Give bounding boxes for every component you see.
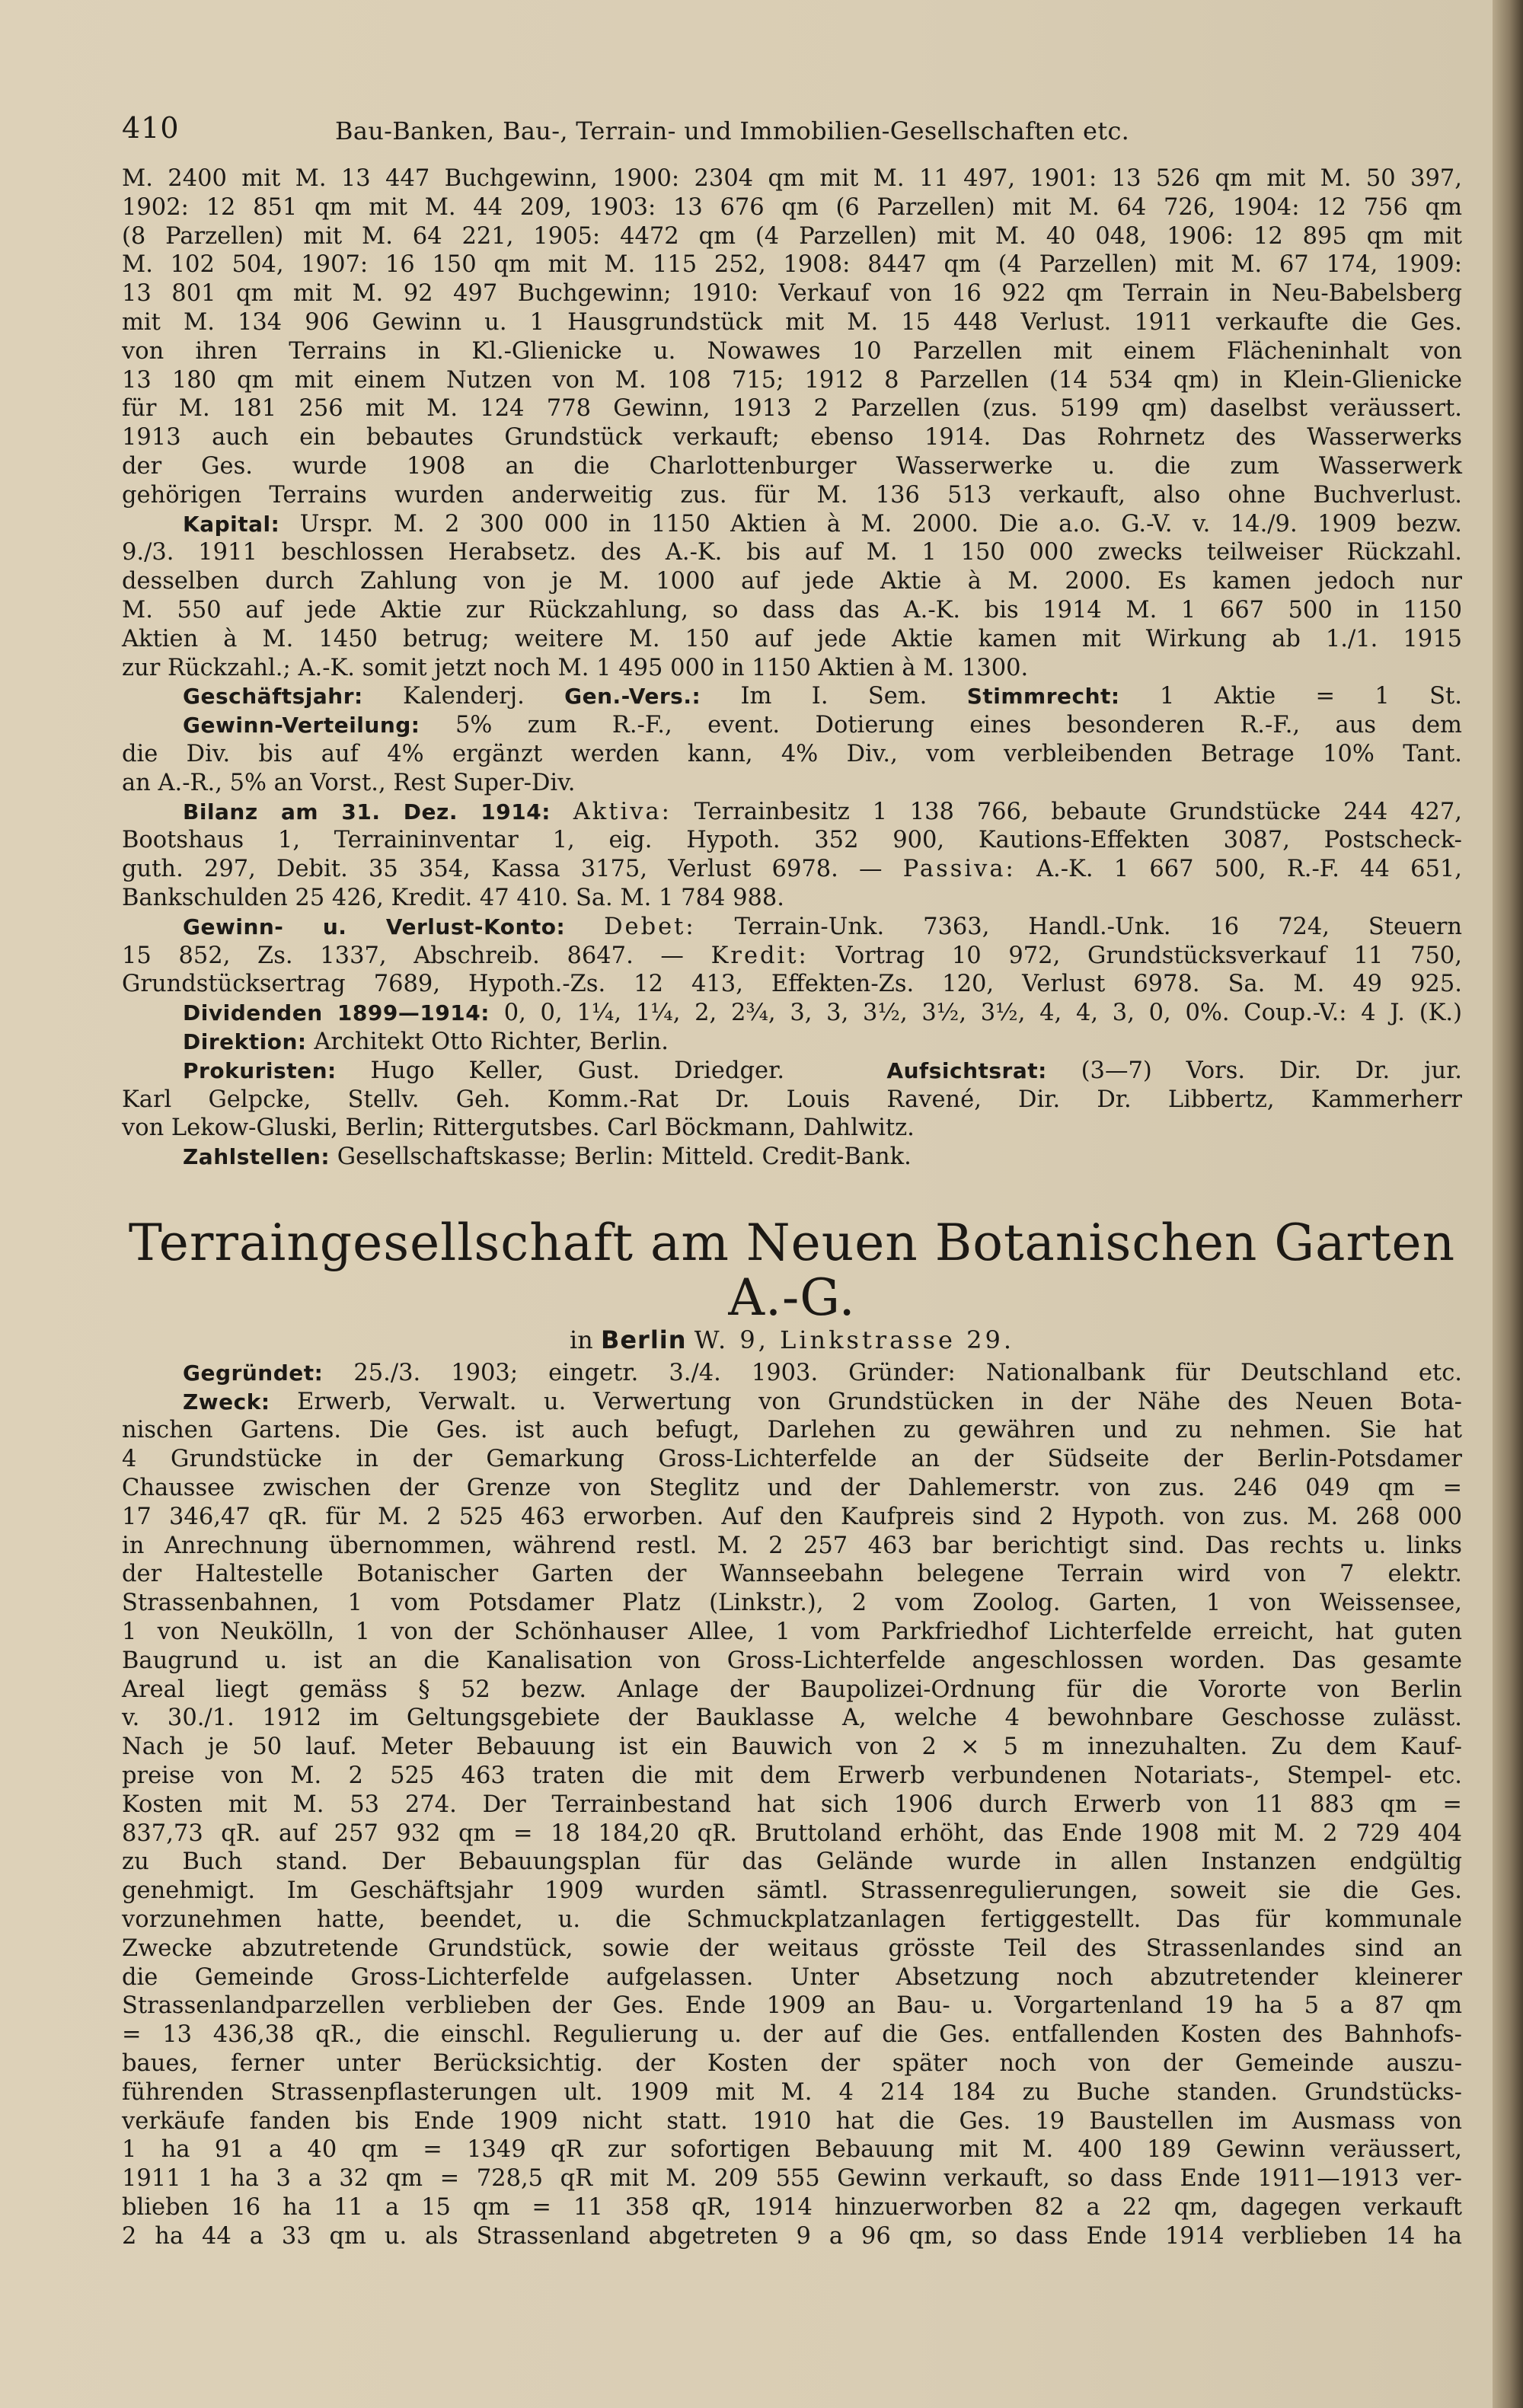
gegruendet-label: Gegründet: (183, 1360, 324, 1386)
running-title: Bau-Banken, Bau-, Terrain- und Immobilien-Gesellschaften etc. (335, 116, 1130, 145)
text-line: 13 801 qm mit M. 92 497 Buchgewinn; 1910: Verkauf von 16 922 qm Terrain in Neu-Babelsberg (122, 280, 1462, 308)
section-company-history (122, 164, 1462, 1172)
zweck-entry (122, 1388, 1462, 1417)
text-line: zu Buch stand. Der Bebauungsplan für das Gelände wurde in allen Instanzen endgültig (122, 1848, 1462, 1876)
bilanz-passiva-line (122, 855, 1462, 884)
kapital-entry (122, 510, 1462, 539)
text-line: 2 ha 44 a 33 qm u. als Strassenland abgetreten 9 a 96 qm, so dass Ende 1914 verblieben 14 ha (122, 2222, 1462, 2250)
company-address (122, 1325, 1462, 1354)
text-line: Zwecke abzutretende Grundstück, sowie der weitaus grösste Teil des Strassenlandes sind an (122, 1934, 1462, 1962)
text-line: die Gemeinde Gross-Lichterfelde aufgelassen. Unter Absetzung noch abzutretender kleinerer (122, 1963, 1462, 1991)
gegruendet-value: 25./3. 1903; eingetr. 3./4. 1903. Gründer: Nationalbank für Deutschland etc. (353, 1359, 1462, 1386)
aktiva-label: Aktiva: (573, 798, 672, 825)
text-line: der Haltestelle Botanischer Garten der Wannseebahn belegene Terrain wird von 7 elektr. (122, 1561, 1462, 1588)
bilanz-entry (122, 798, 1462, 827)
text-line: (8 Parzellen) mit M. 64 221, 1905: 4472 qm (4 Parzellen) mit M. 40 048, 1906: 12 895 qm mit (122, 222, 1462, 250)
text-line: blieben 16 ha 11 a 15 qm = 11 358 qR, 1914 hinzuerworben 82 a 22 qm, dagegen verkauft (122, 2194, 1462, 2221)
text-line: Strassenlandparzellen verblieben der Ges. Ende 1909 an Bau- u. Vorgartenland 19 ha 5 a 87 qm (122, 1992, 1462, 2020)
text-line: 1 von Neukölln, 1 von der Schönhauser Allee, 1 vom Parkfriedhof Lichterfelde erreicht, hat guten (122, 1619, 1462, 1646)
address-in: in (569, 1325, 593, 1354)
text-line: Baugrund u. ist an die Kanalisation von Gross-Lichterfelde angeschlossen worden. Das gesamte (122, 1647, 1462, 1674)
kapital-label: Kapital: (183, 511, 280, 537)
text-line: 4 Grundstücke in der Gemarkung Gross-Lichterfelde an der Südseite der Berlin-Potsdamer (122, 1446, 1462, 1473)
text-line: Vortrag 10 972, Grundstücksverkauf 11 750, (835, 942, 1462, 969)
geschaeftsjahr-label: Geschäftsjahr: (183, 684, 363, 710)
bilanz-label: Bilanz am 31. Dez. 1914: (183, 799, 551, 824)
text-line: von Lekow-Gluski, Berlin; Rittergutsbes. Carl Böckmann, Dahlwitz. (122, 1115, 915, 1142)
text-line: vorzunehmen hatte, beendet, u. die Schmuckplatzanlagen fertiggestellt. Das für kommunale (122, 1906, 1462, 1934)
gv-kredit-line (122, 942, 1462, 971)
text-line: = 13 436,38 qR., die einschl. Regulierung u. der auf die Ges. entfallenden Kosten des Bahnhofs- (122, 2021, 1462, 2049)
text-line: Bootshaus 1, Terraininventar 1, eig. Hypoth. 352 900, Kautions-Effekten 3087, Postscheck- (122, 827, 1462, 854)
text-line: Urspr. M. 2 300 000 in 1150 Aktien à M. 2000. Die a.o. G.-V. v. 14./9. 1909 bezw. (299, 510, 1462, 537)
address-street: W. 9, Linkstrasse 29. (694, 1325, 1015, 1354)
geschaeftsjahr-value: Kalenderj. (403, 683, 525, 710)
text-line: preise von M. 2 525 463 traten die mit dem Erwerb verbundenen Notariats-, Stempel- etc. (122, 1762, 1462, 1790)
text-line: 837,73 qR. auf 257 932 qm = 18 184,20 qR. Bruttoland erhöht, das Ende 1908 mit M. 2 729 404 (122, 1820, 1462, 1847)
text-line: die Div. bis auf 4% ergänzt werden kann, 4% Div., vom verbleibenden Betrage 10% Tant. (122, 740, 1462, 767)
text-line: Karl Gelpcke, Stellv. Geh. Komm.-Rat Dr. Louis Ravené, Dir. Dr. Libbertz, Kammerherr (122, 1086, 1462, 1113)
text-line: Nach je 50 lauf. Meter Bebauung ist ein Bauwich von 2 × 5 m innezuhalten. Zu dem Kauf- (122, 1733, 1462, 1761)
text-line: 5% zum R.-F., event. Dotierung eines besonderen R.-F., aus dem (455, 712, 1462, 739)
text-line: 17 346,47 qR. für M. 2 525 463 erworben. Auf den Kaufpreis sind 2 Hypoth. von zus. M. 268 000 (122, 1503, 1462, 1530)
text-line: für M. 181 256 mit M. 124 778 Gewinn, 1913 2 Parzellen (zus. 5199 qm) daselbst veräussert. (122, 395, 1462, 423)
gegruendet-entry (122, 1359, 1462, 1388)
section-terraingesellschaft (122, 1359, 1462, 2251)
book-spine-shadow (1493, 0, 1523, 2408)
gv-konto-label: Gewinn- u. Verlust-Konto: (183, 914, 566, 939)
text-line: 1902: 12 851 qm mit M. 44 209, 1903: 13 676 qm (6 Parzellen) mit M. 64 726, 1904: 12 756 qm (122, 193, 1462, 221)
gen-vers-value: Im I. Sem. (740, 683, 928, 710)
text-line: in Anrechnung übernommen, während restl. M. 2 257 463 bar berichtigt sind. Das rechts u. links (122, 1532, 1462, 1559)
dividenden-entry (122, 999, 1462, 1028)
text-line: M. 550 auf jede Aktie zur Rückzahlung, so dass das A.-K. bis 1914 M. 1 667 500 in 1150 (122, 596, 1462, 624)
text-line: 1913 auch ein bebautes Grundstück verkauft; ebenso 1914. Das Rohrnetz des Wasserwerks (122, 424, 1462, 451)
company-title: Terraingesellschaft am Neuen Botanischen Garten A.-G. (128, 1213, 1456, 1327)
text-line: 1911 1 ha 3 a 32 qm = 728,5 qR mit M. 209 555 Gewinn verkauft, so dass Ende 1911—1913 ver- (122, 2165, 1462, 2193)
text-line: von ihren Terrains in Kl.-Glienicke u. Nowawes 10 Parzellen mit einem Flächeninhalt von (122, 337, 1462, 365)
text-line: desselben durch Zahlung von je M. 1000 auf jede Aktie à M. 2000. Es kamen jedoch nur (122, 568, 1462, 595)
text-line: v. 30./1. 1912 im Geltungsgebiete der Bauklasse A, welche 4 bewohnbare Geschosse zulässt. (122, 1705, 1462, 1732)
direktion-label: Direktion: (183, 1029, 307, 1054)
text-line: führenden Strassenpflasterungen ult. 1909 mit M. 4 214 184 zu Buche standen. Grundstücks- (122, 2078, 1462, 2106)
gen-vers-label: Gen.-Vers.: (564, 684, 701, 710)
stimmrecht-label: Stimmrecht: (966, 684, 1120, 710)
page-header (122, 111, 1462, 157)
geschaeftsjahr-entry (122, 682, 1462, 711)
text-line: Chaussee zwischen der Grenze von Steglitz und der Dahlemerstr. von zus. 246 049 qm = (122, 1475, 1462, 1502)
text-line: verkäufe fanden bis Ende 1909 nicht statt. 1910 hat die Ges. 19 Baustellen im Ausmass von (122, 2107, 1462, 2135)
text-line: an A.-R., 5% an Vorst., Rest Super-Div. (122, 769, 576, 796)
direktion-value: Architekt Otto Richter, Berlin. (314, 1028, 669, 1055)
text-line: nischen Gartens. Die Ges. ist auch befugt, Darlehen zu gewähren und zu nehmen. Sie hat (122, 1417, 1462, 1444)
gewinn-verteilung-entry (122, 711, 1462, 740)
prokuristen-entry (122, 1057, 1462, 1086)
text-line: M. 2400 mit M. 13 447 Buchgewinn, 1900: 2304 qm mit M. 11 497, 1901: 13 526 qm mit M. 50 397, (122, 165, 1462, 192)
text-line: Grundstücksertrag 7689, Hypoth.-Zs. 12 413, Effekten-Zs. 120, Verlust 6978. Sa. M. 49 925. (122, 971, 1462, 998)
text-line: A.-K. 1 667 500, R.-F. 44 651, (1036, 856, 1462, 883)
gewinn-verteilung-label: Gewinn-Verteilung: (183, 713, 420, 738)
text-line: Strassenbahnen, 1 vom Potsdamer Platz (Linkstr.), 2 vom Zoolog. Garten, 1 von Weissensee, (122, 1590, 1462, 1617)
aufsichtsrat-label: Aufsichtsrat: (886, 1057, 1047, 1083)
prokuristen-value: Hugo Keller, Gust. Driedger. (370, 1057, 785, 1084)
text-line: (3—7) Vors. Dir. Dr. jur. (1081, 1057, 1463, 1084)
zahlstellen-label: Zahlstellen: (183, 1144, 330, 1170)
text-line: baues, ferner unter Berücksichtig. der Kosten der später noch von der Gemeinde auszu- (122, 2050, 1462, 2078)
address-city: Berlin (600, 1325, 687, 1354)
text-line: genehmigt. Im Geschäftsjahr 1909 wurden sämtl. Strassenregulierungen, soweit sie die Ges. (122, 1877, 1462, 1905)
text-line: guth. 297, Debit. 35 354, Kassa 3175, Verlust 6978. — (122, 856, 883, 883)
page-number: 410 (122, 111, 180, 145)
zweck-label: Zweck: (183, 1389, 270, 1415)
text-line: Terrain-Unk. 7363, Handl.-Unk. 16 724, Steuern (734, 913, 1462, 940)
text-line: M. 102 504, 1907: 16 150 qm mit M. 115 252, 1908: 8447 qm (4 Parzellen) mit M. 67 174, 1909: (122, 251, 1462, 279)
text-line: Bankschulden 25 426, Kredit. 47 410. Sa. M. 1 784 988. (122, 884, 784, 911)
text-line: Kosten mit M. 53 274. Der Terrainbestand hat sich 1906 durch Erwerb von 11 883 qm = (122, 1791, 1462, 1818)
text-line: 1 ha 91 a 40 qm = 1349 qR zur sofortigen Bebauung mit M. 400 189 Gewinn veräussert, (122, 2136, 1462, 2164)
stimmrecht-value: 1 Aktie = 1 St. (1159, 683, 1462, 710)
dividenden-label: Dividenden 1899—1914: (183, 1000, 490, 1026)
text-line: gehörigen Terrains wurden anderweitig zus. für M. 136 513 verkauft, also ohne Buchverlust. (122, 481, 1462, 509)
text-line: 13 180 qm mit einem Nutzen von M. 108 715; 1912 8 Parzellen (14 534 qm) in Klein-Glienicke (122, 366, 1462, 394)
debet-label: Debet: (604, 913, 696, 940)
text-line: 15 852, Zs. 1337, Abschreib. 8647. — (122, 942, 684, 969)
text-line: mit M. 134 906 Gewinn u. 1 Hausgrundstück mit M. 15 448 Verlust. 1911 verkaufte die Ges. (122, 308, 1462, 336)
text-line: Areal liegt gemäss § 52 bezw. Anlage der Baupolizei-Ordnung für die Vororte von Berlin (122, 1676, 1462, 1703)
dividenden-value: 0, 0, 1¼, 1¼, 2, 2¾, 3, 3, 3½, 3½, 3½, 4, 4, 3, 0, 0%. Coup.-V.: 4 J. (K.) (503, 1000, 1462, 1027)
kredit-label: Kredit: (710, 942, 809, 969)
zahlstellen-value: Gesellschaftskasse; Berlin: Mitteld. Credit-Bank. (337, 1143, 912, 1171)
direktion-entry (122, 1028, 1462, 1057)
text-line: Terrainbesitz 1 138 766, bebaute Grundstücke 244 427, (694, 798, 1463, 825)
gv-konto-entry (122, 913, 1462, 942)
page-content (122, 111, 1463, 2251)
text-line: Erwerb, Verwalt. u. Verwertung von Grundstücken in der Nähe des Neuen Bota- (297, 1388, 1462, 1415)
text-line: 9./3. 1911 beschlossen Herabsetz. des A.-K. bis auf M. 1 150 000 zwecks teilweiser Rückzahl. (122, 539, 1462, 566)
text-line: der Ges. wurde 1908 an die Charlottenburger Wasserwerke u. die zum Wasserwerk (122, 452, 1462, 480)
zahlstellen-entry (122, 1143, 1462, 1172)
text-line: Aktien à M. 1450 betrug; weitere M. 150 auf jede Aktie kamen mit Wirkung ab 1./1. 1915 (122, 625, 1462, 652)
passiva-label: Passiva: (902, 856, 1016, 883)
prokuristen-label: Prokuristen: (183, 1057, 337, 1083)
text-line: zur Rückzahl.; A.-K. somit jetzt noch M. 1 495 000 in 1150 Aktien à M. 1300. (122, 654, 1029, 681)
